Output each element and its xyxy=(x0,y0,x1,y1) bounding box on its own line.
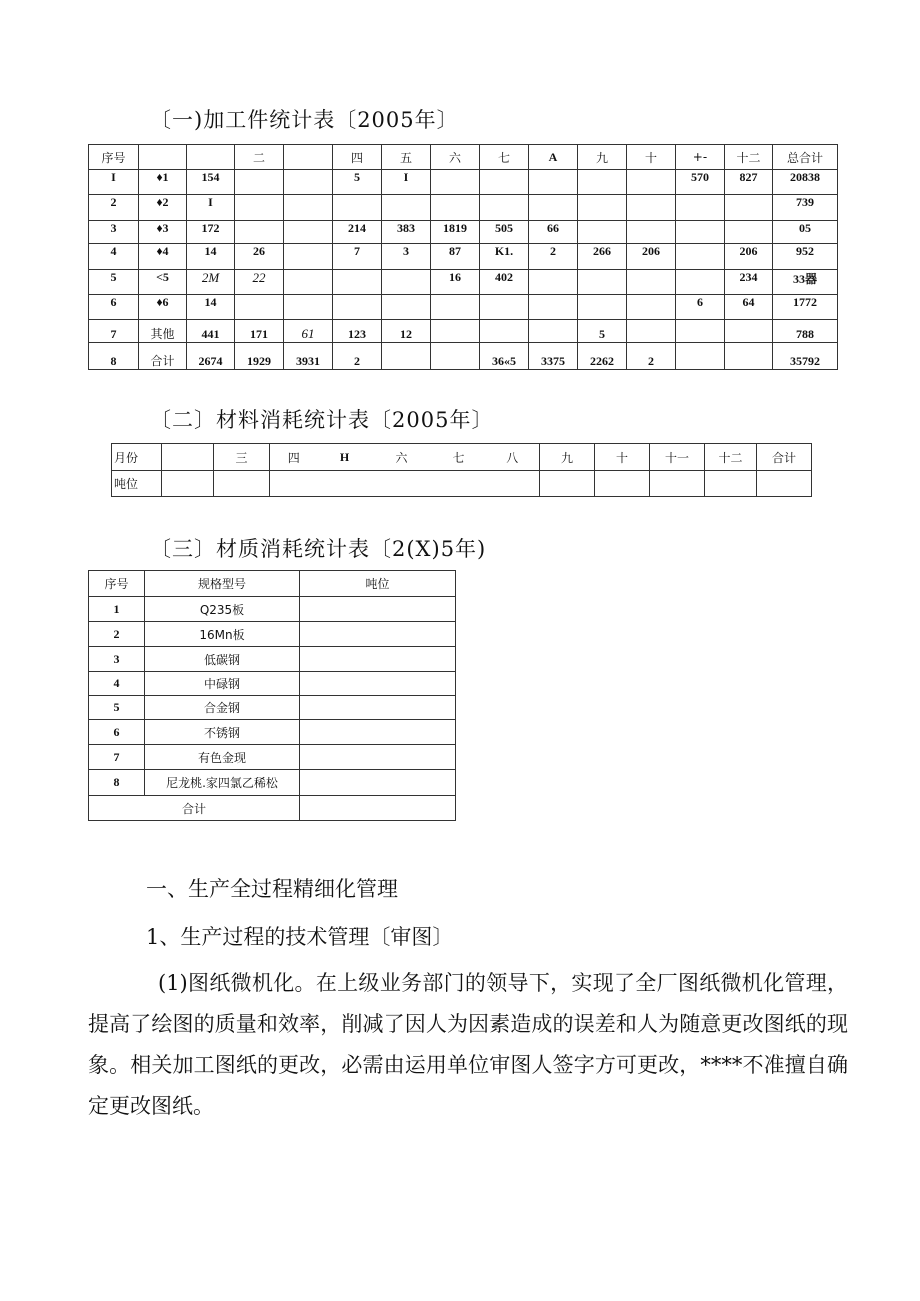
table1-cell: 3931 xyxy=(284,343,333,370)
table3-tonnage-cell xyxy=(300,770,456,796)
table3-index-cell: 8 xyxy=(89,770,145,796)
table1-row xyxy=(89,244,838,270)
table1-title: 〔一)加工件统计表〔2005年〕 xyxy=(150,108,459,132)
table2-header-cell xyxy=(162,444,214,471)
table1-cell: 5 xyxy=(578,320,627,343)
table2-cell xyxy=(162,471,214,497)
table1-header-cell xyxy=(187,145,235,170)
table1-cell: ♦1 xyxy=(139,170,187,195)
table1-header-cell: 九 xyxy=(578,145,627,170)
table2-header-cell: 六 xyxy=(372,444,432,471)
table1-cell: 2 xyxy=(627,343,676,370)
table1-cell xyxy=(627,195,676,221)
table1-cell: 36«5 xyxy=(480,343,529,370)
table1-cell xyxy=(578,195,627,221)
table1-cell: 33器 xyxy=(773,270,838,295)
table3-index-cell: 6 xyxy=(89,720,145,745)
table3-total-label: 合计 xyxy=(89,796,300,821)
table1-cell xyxy=(578,295,627,320)
table3-total-cell xyxy=(300,796,456,821)
table1-cell xyxy=(529,195,578,221)
table1-cell xyxy=(431,295,480,320)
table3-index-cell: 7 xyxy=(89,745,145,770)
table1-cell xyxy=(333,295,382,320)
table3-header-cell: 序号 xyxy=(89,571,145,597)
table1-cell xyxy=(431,343,480,370)
table1-cell: 2 xyxy=(333,343,382,370)
table2-header-cell: 十二 xyxy=(705,444,757,471)
table1-cell xyxy=(529,270,578,295)
table1-cell xyxy=(382,195,431,221)
table1-cell xyxy=(235,221,284,244)
table1-header-cell: 五 xyxy=(382,145,431,170)
table1-cell: 35792 xyxy=(773,343,838,370)
table2-header-cell: 三 xyxy=(214,444,270,471)
table2-cell xyxy=(270,471,540,497)
table1-cell xyxy=(529,170,578,195)
table1-cell xyxy=(676,320,725,343)
table1-header-cell: 序号 xyxy=(89,145,139,170)
table1-cell xyxy=(676,343,725,370)
table1-cell: 4 xyxy=(89,244,139,270)
table1-cell: 87 xyxy=(431,244,480,270)
table2-header-cell: H xyxy=(318,444,372,471)
table1-cell: <5 xyxy=(139,270,187,295)
table1-cell: 739 xyxy=(773,195,838,221)
table3-grade-cell: Q235板 xyxy=(145,597,300,622)
table1-header-cell: +- xyxy=(676,145,725,170)
table3-grade-cell: 16Mn板 xyxy=(145,622,300,647)
table1-cell: 788 xyxy=(773,320,838,343)
table1-cell xyxy=(284,195,333,221)
table3-grade-cell: 尼龙桃.家四氯乙稀松 xyxy=(145,770,300,796)
table1-cell: 1929 xyxy=(235,343,284,370)
table1-cell xyxy=(627,270,676,295)
table2-tonnage-row xyxy=(112,471,812,497)
table3-row xyxy=(89,672,456,696)
table1-cell xyxy=(725,320,773,343)
table2-cell xyxy=(650,471,705,497)
table1-cell xyxy=(431,195,480,221)
table1-header-cell: 总合计 xyxy=(773,145,838,170)
table1-cell: 383 xyxy=(382,221,431,244)
table1-cell: 505 xyxy=(480,221,529,244)
table1-row xyxy=(89,221,838,244)
table1-cell xyxy=(235,170,284,195)
table3-title: 〔三〕材质消耗统计表〔2(X)5年) xyxy=(150,537,487,561)
table1-header-row xyxy=(89,145,838,170)
table1-cell xyxy=(284,295,333,320)
table1-cell: 66 xyxy=(529,221,578,244)
table3-grade-cell: 低碳钢 xyxy=(145,647,300,672)
table3-row xyxy=(89,720,456,745)
table1-cell xyxy=(676,244,725,270)
table2-cell xyxy=(595,471,650,497)
table1-cell xyxy=(480,320,529,343)
table1-cell xyxy=(333,270,382,295)
table1-cell: 7 xyxy=(89,320,139,343)
table2-header-cell: 八 xyxy=(486,444,540,471)
table1-cell xyxy=(676,270,725,295)
table1-cell: 441 xyxy=(187,320,235,343)
table3-index-cell: 2 xyxy=(89,622,145,647)
table1-cell xyxy=(529,295,578,320)
table2-header-cell: 合计 xyxy=(757,444,812,471)
table1-cell: 其他 xyxy=(139,320,187,343)
table1-cell: ♦3 xyxy=(139,221,187,244)
table1-row xyxy=(89,195,838,221)
table1-cell xyxy=(333,195,382,221)
table2-cell xyxy=(214,471,270,497)
table3-tonnage-cell xyxy=(300,597,456,622)
table1-cell: 05 xyxy=(773,221,838,244)
table3-row xyxy=(89,597,456,622)
table3-material-grade xyxy=(88,570,456,821)
table1-cell: 26 xyxy=(235,244,284,270)
table1-cell xyxy=(578,170,627,195)
table3-tonnage-cell xyxy=(300,622,456,647)
table1-header-cell xyxy=(139,145,187,170)
table1-cell: 206 xyxy=(725,244,773,270)
table1-cell: 6 xyxy=(676,295,725,320)
table2-material-consumption xyxy=(111,443,812,497)
table1-cell xyxy=(382,270,431,295)
table2-row-label: 吨位 xyxy=(112,471,162,497)
table1-cell: 16 xyxy=(431,270,480,295)
table2-header-cell: 月份 xyxy=(112,444,162,471)
table1-cell: I xyxy=(187,195,235,221)
table1-cell: 8 xyxy=(89,343,139,370)
table3-tonnage-cell xyxy=(300,720,456,745)
table1-cell: 154 xyxy=(187,170,235,195)
table1-cell: I xyxy=(89,170,139,195)
table2-cell xyxy=(540,471,595,497)
table3-tonnage-cell xyxy=(300,696,456,720)
table1-cell xyxy=(480,295,529,320)
table3-row xyxy=(89,622,456,647)
table2-header-row xyxy=(112,444,812,471)
table3-index-cell: 1 xyxy=(89,597,145,622)
table2-header-cell: 七 xyxy=(432,444,486,471)
section-subheading: 1、生产过程的技术管理〔审图〕 xyxy=(146,925,454,949)
table1-cell xyxy=(676,221,725,244)
table1-cell: 3 xyxy=(89,221,139,244)
table1-cell: ♦4 xyxy=(139,244,187,270)
table1-cell: 570 xyxy=(676,170,725,195)
table1-header-cell: 四 xyxy=(333,145,382,170)
table1-header-cell: 六 xyxy=(431,145,480,170)
table3-header-cell: 吨位 xyxy=(300,571,456,597)
table1-header-cell: 七 xyxy=(480,145,529,170)
table2-title: 〔二〕材料消耗统计表〔2005年〕 xyxy=(150,408,494,432)
table1-cell xyxy=(725,195,773,221)
table1-cell xyxy=(676,195,725,221)
table3-grade-cell: 中碌钢 xyxy=(145,672,300,696)
table3-total-row xyxy=(89,796,456,821)
table1-cell: 2 xyxy=(89,195,139,221)
table2-cell xyxy=(705,471,757,497)
table2-cell xyxy=(757,471,812,497)
table1-cell xyxy=(529,320,578,343)
table1-cell: 123 xyxy=(333,320,382,343)
table1-cell xyxy=(627,221,676,244)
table1-header-cell: 二 xyxy=(235,145,284,170)
table1-cell: 12 xyxy=(382,320,431,343)
table2-header-cell: 四 xyxy=(270,444,318,471)
table1-cell: 20838 xyxy=(773,170,838,195)
table1-row xyxy=(89,170,838,195)
table1-cell: 5 xyxy=(89,270,139,295)
table1-cell xyxy=(284,170,333,195)
table1-cell xyxy=(382,343,431,370)
table1-header-cell: A xyxy=(529,145,578,170)
table1-cell xyxy=(284,270,333,295)
table1-cell: 61 xyxy=(284,320,333,343)
table1-cell xyxy=(725,343,773,370)
table3-tonnage-cell xyxy=(300,745,456,770)
table1-cell xyxy=(480,195,529,221)
table1-cell: 1819 xyxy=(431,221,480,244)
table1-cell: 5 xyxy=(333,170,382,195)
table1-cell: 266 xyxy=(578,244,627,270)
table1-cell: 2674 xyxy=(187,343,235,370)
table1-cell: K1. xyxy=(480,244,529,270)
section-heading: 一、生产全过程精细化管理 xyxy=(146,877,398,901)
table3-row xyxy=(89,696,456,720)
table1-header-cell: 十 xyxy=(627,145,676,170)
table1-row xyxy=(89,270,838,295)
table1-cell: 14 xyxy=(187,244,235,270)
table3-row xyxy=(89,770,456,796)
table1-cell: 952 xyxy=(773,244,838,270)
table3-index-cell: 5 xyxy=(89,696,145,720)
table1-cell: 234 xyxy=(725,270,773,295)
table3-grade-cell: 不锈钢 xyxy=(145,720,300,745)
table2-header-cell: 十一 xyxy=(650,444,705,471)
table3-grade-cell: 合金钢 xyxy=(145,696,300,720)
table1-cell: 合计 xyxy=(139,343,187,370)
table3-tonnage-cell xyxy=(300,647,456,672)
table1-cell: 2M xyxy=(187,270,235,295)
table2-header-cell: 九 xyxy=(540,444,595,471)
table3-tonnage-cell xyxy=(300,672,456,696)
table3-index-cell: 3 xyxy=(89,647,145,672)
table3-header-cell: 规格型号 xyxy=(145,571,300,597)
table1-cell xyxy=(284,221,333,244)
table1-cell: 22 xyxy=(235,270,284,295)
table1-row xyxy=(89,343,838,370)
table1-cell: 3375 xyxy=(529,343,578,370)
table2-header-cell: 十 xyxy=(595,444,650,471)
table1-cell: 6 xyxy=(89,295,139,320)
table1-cell xyxy=(627,320,676,343)
table3-header-row xyxy=(89,571,456,597)
table1-cell: 402 xyxy=(480,270,529,295)
table1-cell: ♦2 xyxy=(139,195,187,221)
table1-cell: 214 xyxy=(333,221,382,244)
table3-grade-cell: 有色金现 xyxy=(145,745,300,770)
table1-cell: I xyxy=(382,170,431,195)
table1-cell xyxy=(431,170,480,195)
table1-cell: 1772 xyxy=(773,295,838,320)
table1-cell: 2262 xyxy=(578,343,627,370)
table1-cell: 3 xyxy=(382,244,431,270)
table1-cell: 2 xyxy=(529,244,578,270)
table1-cell xyxy=(382,295,431,320)
table1-header-cell xyxy=(284,145,333,170)
table1-cell xyxy=(578,270,627,295)
table1-row xyxy=(89,295,838,320)
section-paragraph: (1)图纸微机化。在上级业务部门的领导下，实现了全厂图纸微机化管理，提高了绘图的质量和效率，削减了因人为因素造成的误差和人为随意更改图纸的现象。相关加工图纸的更改，必需由运用单位审图人签字方可更改，****不准擅自确定更改图纸。 xyxy=(88,971,848,1118)
table1-cell: 206 xyxy=(627,244,676,270)
table3-index-cell: 4 xyxy=(89,672,145,696)
table1-cell xyxy=(235,195,284,221)
table1-cell xyxy=(627,170,676,195)
table1-cell: 171 xyxy=(235,320,284,343)
table3-row xyxy=(89,745,456,770)
table1-cell: 172 xyxy=(187,221,235,244)
table1-cell: 827 xyxy=(725,170,773,195)
table1-header-cell: 十二 xyxy=(725,145,773,170)
table1-cell xyxy=(578,221,627,244)
table3-row xyxy=(89,647,456,672)
table1-cell xyxy=(627,295,676,320)
table1-row xyxy=(89,320,838,343)
table1-cell xyxy=(284,244,333,270)
table1-cell: 7 xyxy=(333,244,382,270)
table1-cell: 64 xyxy=(725,295,773,320)
table1-cell xyxy=(235,295,284,320)
table1-cell xyxy=(480,170,529,195)
table1-cell xyxy=(431,320,480,343)
table1-cell: 14 xyxy=(187,295,235,320)
table1-processed-parts xyxy=(88,144,838,370)
table1-cell xyxy=(725,221,773,244)
table1-cell: ♦6 xyxy=(139,295,187,320)
